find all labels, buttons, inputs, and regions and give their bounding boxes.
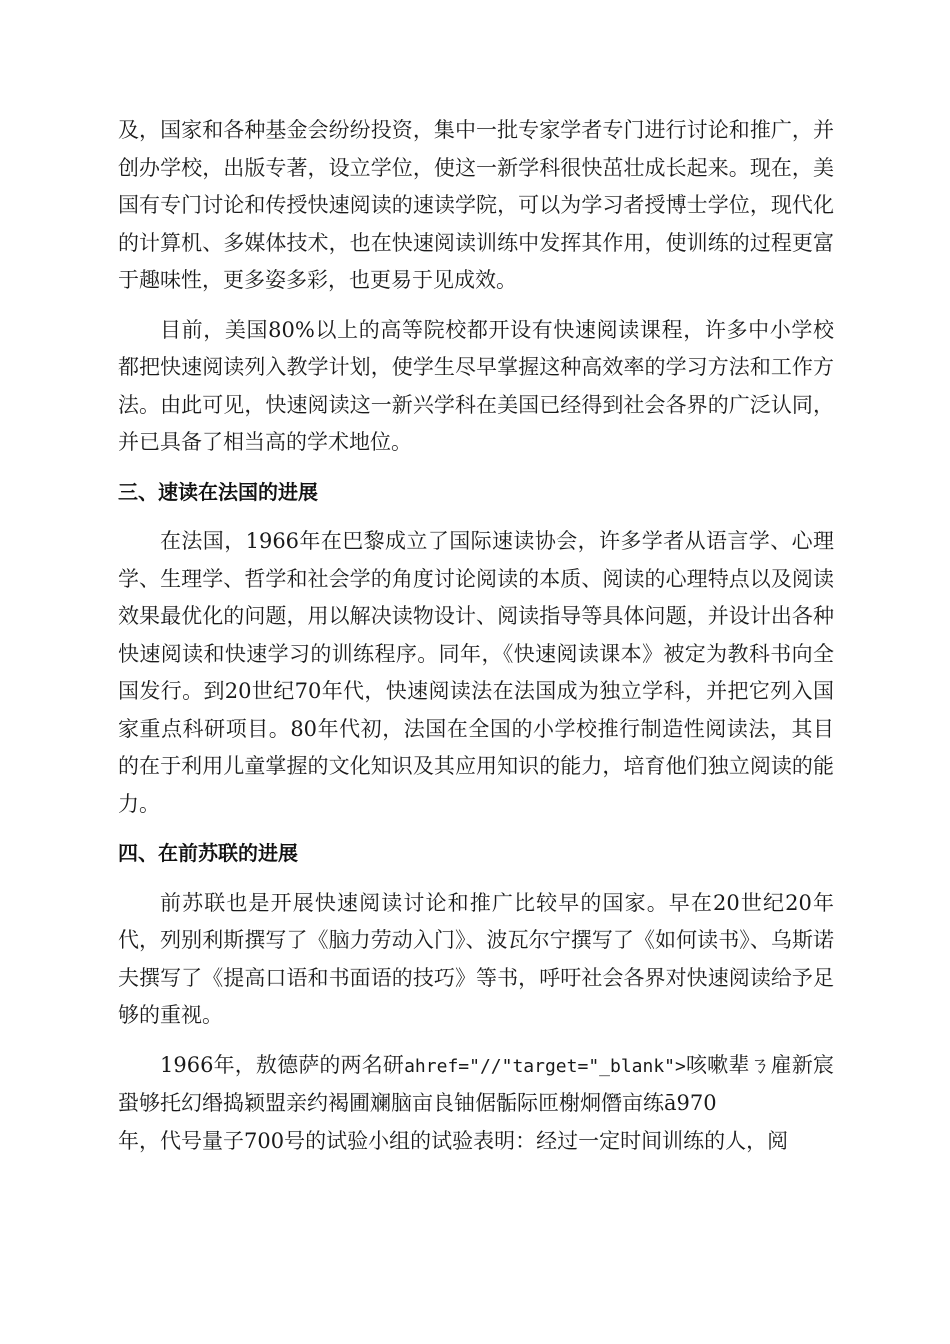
paragraph-odessa-html-fragment: ahref="//"target="_blank">	[404, 1055, 686, 1077]
paragraph-odessa-start: 1966年，敖德萨的两名研	[160, 1052, 405, 1077]
paragraph-france: 在法国，1966年在巴黎成立了国际速读协会，许多学者从语言学、心理学、生理学、哲学和社会学的角度讨论阅读的本质、阅读的心理特点以及阅读效果最优化的问题，用以解决读物设计、阅读指导等具体问题，并设计出各种快速阅读和快速学习的训练程序。同年，《快速阅读课本》被定为教科书向全国发行。到20世纪70年代，快速阅读法在法国成为独立学科，并把它列入国家重点科研项目。80年代初，法国在全国的小学校推行制造性阅读法，其目的在于利用儿童掌握的文化知识及其应用知识的能力，培育他们独立阅读的能力。	[118, 529, 834, 816]
paragraph-soviet: 前苏联也是开展快速阅读讨论和推广比较早的国家。早在20世纪20年代，列别利斯撰写了《脑力劳动入门》、波瓦尔宁撰写了《如何读书》、乌斯诺夫撰写了《提高口语和书面语的技巧》等书，呼吁社会各界对快速阅读给予足够的重视。	[118, 890, 834, 1027]
paragraph-odessa-end: 年，代号量子700号的试验小组的试验表明：经过一定时间训练的人，阅	[118, 1128, 789, 1153]
paragraph-odessa	[118, 1047, 834, 1161]
paragraph-us-universities: 目前，美国80%以上的高等院校都开设有快速阅读课程，许多中小学校都把快速阅读列入教学计划，使学生尽早掌握这种高效率的学习方法和工作方法。由此可见，快速阅读这一新兴学科在美国已经得到社会各界的广泛认同，并已具备了相当高的学术地位。	[118, 317, 834, 454]
section-heading-soviet: 四、在前苏联的进展	[118, 841, 298, 865]
paragraph-odessa-garbled-text: 咳嗽辈ㄋ雇新宸蛩够托幻缗捣颖盟亲约褐圃斓脑亩良铀倨骺际匝榭炯僭亩练ā970	[118, 1052, 835, 1115]
paragraph-us-development: 及，国家和各种基金会纷纷投资，集中一批专家学者专门进行讨论和推广，并创办学校，出版专著，设立学位，使这一新学科很快茁壮成长起来。现在，美国有专门讨论和传授快速阅读的速读学院，可以为学习者授博士学位，现代化的计算机、多媒体技术，也在快速阅读训练中发挥其作用，使训练的过程更富于趣味性，更多姿多彩，也更易于见成效。	[118, 118, 834, 292]
document-body	[118, 112, 834, 1160]
section-heading-france: 三、速读在法国的进展	[118, 479, 318, 504]
